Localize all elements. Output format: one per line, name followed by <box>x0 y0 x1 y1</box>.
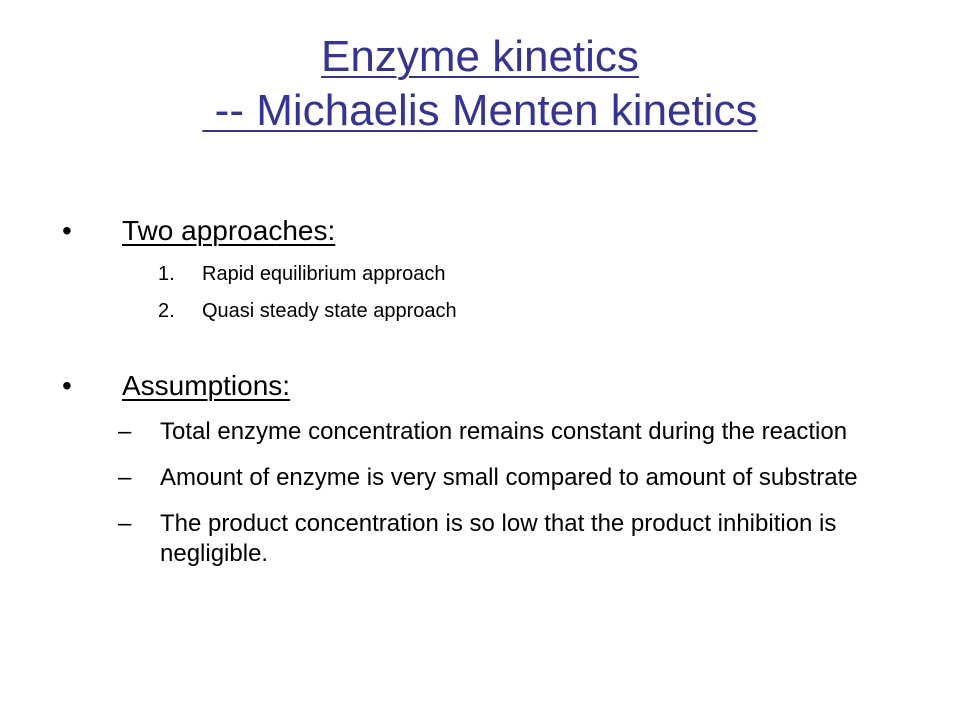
bullet-icon: • <box>62 370 72 401</box>
bullet-icon: • <box>62 215 72 246</box>
list-item <box>118 509 860 569</box>
item-text: Amount of enzyme is very small compared to amount of substrate <box>160 464 858 491</box>
item-text: Quasi steady state approach <box>202 300 457 322</box>
item-text: Total enzyme concentration remains constant during the reaction <box>160 418 848 445</box>
slide-title <box>0 30 960 138</box>
list-item <box>118 417 860 447</box>
title-line-1: Enzyme kinetics <box>321 32 639 81</box>
dash-icon: – <box>118 510 132 537</box>
item-number: 2. <box>158 300 175 322</box>
assumptions-list <box>118 417 860 585</box>
approaches-list <box>158 256 457 330</box>
list-item <box>158 256 457 293</box>
dash-icon: – <box>118 418 132 445</box>
list-item <box>158 293 457 330</box>
title-line-2: -- Michaelis Menten kinetics <box>202 86 758 135</box>
approaches-heading: Two approaches: <box>122 215 336 246</box>
item-text: Rapid equilibrium approach <box>202 263 446 285</box>
item-number: 1. <box>158 263 175 285</box>
assumptions-heading: Assumptions: <box>122 370 291 401</box>
dash-icon: – <box>118 464 132 491</box>
item-text: The product concentration is so low that the product inhibition is negligible. <box>160 510 837 567</box>
list-item <box>118 463 860 493</box>
